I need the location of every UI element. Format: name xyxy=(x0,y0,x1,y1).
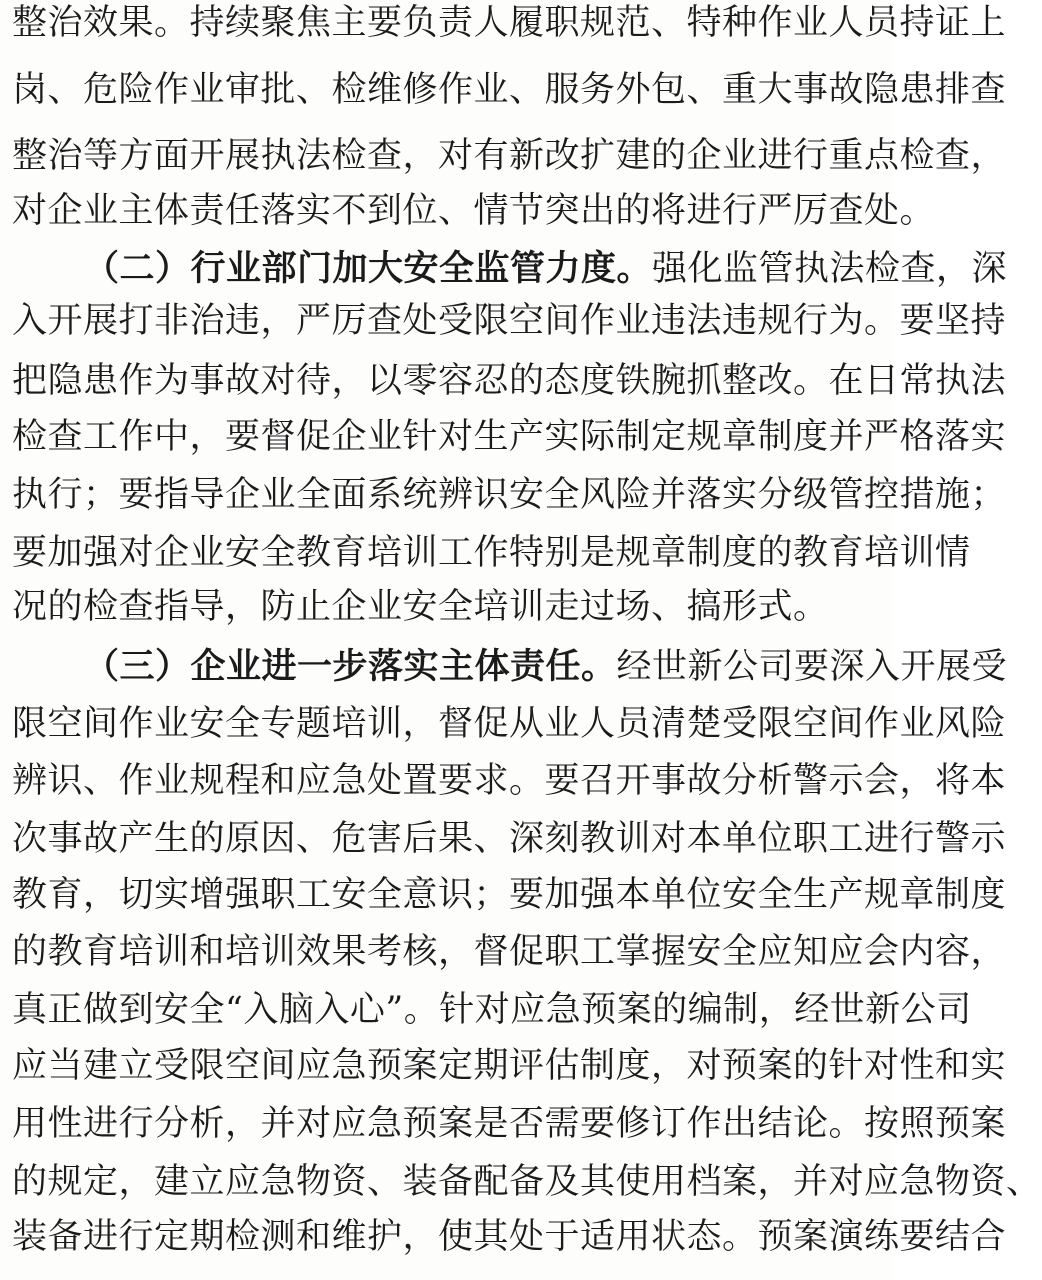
text-line: 检查工作中，要督促企业针对生产实际制定规章制度并严格落实 xyxy=(12,417,1007,457)
text-line: 限空间作业安全专题培训，督促从业人员清楚受限空间作业风险 xyxy=(12,704,1007,744)
text-line: 整治等方面开展执法检查，对有新改扩建的企业进行重点检查， xyxy=(12,136,1007,176)
text-line: 的教育培训和培训效果考核，督促职工掌握安全应知应会内容， xyxy=(12,932,1007,972)
text-line: 辨识、作业规程和应急处置要求。要召开事故分析警示会，将本 xyxy=(12,761,1007,801)
text-line: 执行；要指导企业全面系统辨识安全风险并落实分级管控措施； xyxy=(12,475,1007,515)
text-line: 应当建立受限空间应急预案定期评估制度，对预案的针对性和实 xyxy=(12,1046,1007,1086)
section-text: 经世新公司要深入开展受 xyxy=(616,647,1008,687)
section-heading-line xyxy=(0,635,1008,699)
text-line: 把隐患作为事故对待，以零容忍的态度铁腕抓整改。在日常执法 xyxy=(12,361,1007,401)
section-heading: （二）行业部门加大安全监管力度。 xyxy=(84,249,653,289)
text-line: 入开展打非治违，严厉查处受限空间作业违法违规行为。要坚持 xyxy=(12,301,1007,341)
text-line: 整治效果。持续聚焦主要负责人履职规范、特种作业人员持证上 xyxy=(12,3,1007,43)
section-text: 强化监管执法检查，深 xyxy=(652,249,1008,289)
text-line: 装备进行定期检测和维护，使其处于适用状态。预案演练要结合 xyxy=(12,1217,1007,1257)
text-line: 的规定，建立应急物资、装备配备及其使用档案，并对应急物资、 xyxy=(12,1162,1042,1202)
text-line: 岗、危险作业审批、检维修作业、服务外包、重大事故隐患排查 xyxy=(12,70,1007,110)
text-line: 用性进行分析，并对应急预案是否需要修订作出结论。按照预案 xyxy=(12,1104,1007,1144)
section-heading: （三）企业进一步落实主体责任。 xyxy=(84,647,617,687)
text-line: 教育，切实增强职工安全意识；要加强本单位安全生产规章制度 xyxy=(12,875,1007,915)
text-line: 况的检查指导，防止企业安全培训走过场、搞形式。 xyxy=(12,587,829,627)
text-line: 次事故产生的原因、危害后果、深刻教训对本单位职工进行警示 xyxy=(12,819,1007,859)
text-line: 真正做到安全“入脑入心”。针对应急预案的编制，经世新公司 xyxy=(12,990,972,1030)
text-line: 对企业主体责任落实不到位、情节突出的将进行严厉查处。 xyxy=(12,191,936,231)
text-line: 要加强对企业安全教育培训工作特别是规章制度的教育培训情 xyxy=(12,533,971,573)
